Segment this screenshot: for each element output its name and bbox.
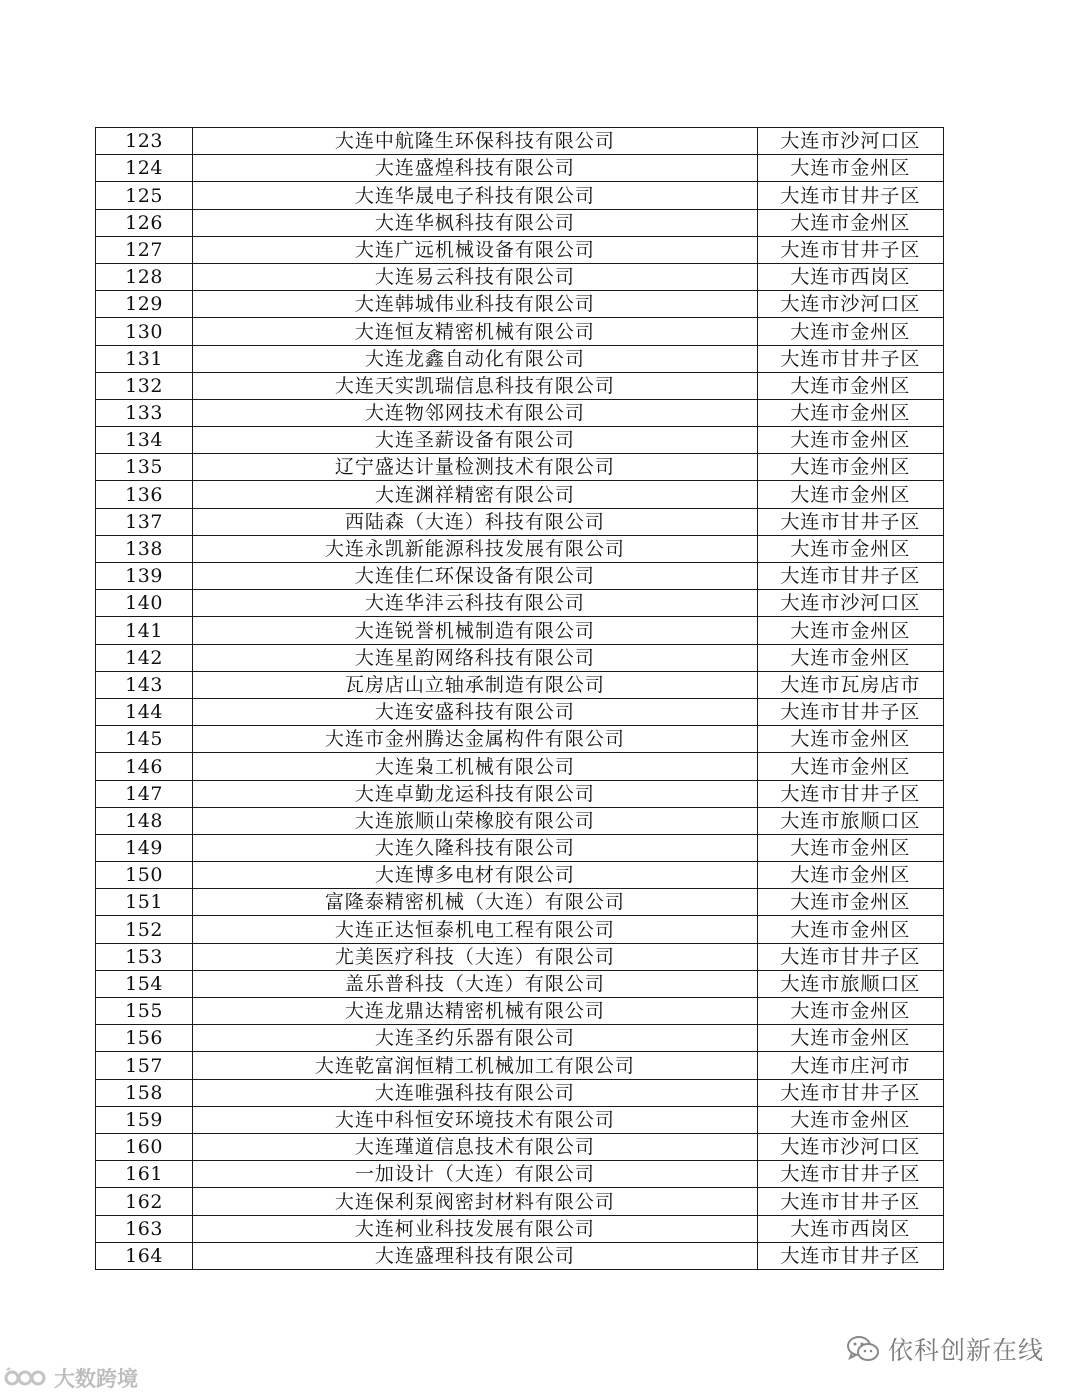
table-row [96, 590, 944, 617]
region-cell: 大连市西岗区 [757, 1215, 943, 1242]
company-name-cell: 尤美医疗科技（大连）有限公司 [193, 943, 758, 970]
company-name-cell: 一加设计（大连）有限公司 [193, 1161, 758, 1188]
row-number-cell: 154 [96, 970, 193, 997]
region-cell: 大连市金州区 [757, 753, 943, 780]
row-number-cell: 153 [96, 943, 193, 970]
row-number-cell: 141 [96, 617, 193, 644]
region-cell: 大连市沙河口区 [757, 1133, 943, 1160]
company-name-cell: 大连华枫科技有限公司 [193, 209, 758, 236]
table-row [96, 155, 944, 182]
company-name-cell: 辽宁盛达计量检测技术有限公司 [193, 454, 758, 481]
region-cell: 大连市金州区 [757, 399, 943, 426]
region-cell: 大连市甘井子区 [757, 563, 943, 590]
table-row [96, 563, 944, 590]
table-row [96, 291, 944, 318]
company-name-cell: 大连旅顺山荣橡胶有限公司 [193, 807, 758, 834]
company-name-cell: 大连渊祥精密有限公司 [193, 481, 758, 508]
wechat-watermark [846, 1331, 1044, 1367]
wechat-icon [846, 1334, 880, 1364]
table-row [96, 970, 944, 997]
company-name-cell: 大连市金州腾达金属构件有限公司 [193, 726, 758, 753]
site-watermark [4, 1363, 138, 1393]
table-row [96, 780, 944, 807]
table-row [96, 1133, 944, 1160]
company-name-cell: 大连正达恒泰机电工程有限公司 [193, 916, 758, 943]
table-row [96, 1242, 944, 1269]
row-number-cell: 130 [96, 318, 193, 345]
row-number-cell: 145 [96, 726, 193, 753]
row-number-cell: 160 [96, 1133, 193, 1160]
region-cell: 大连市金州区 [757, 427, 943, 454]
table-row [96, 1215, 944, 1242]
company-name-cell: 大连锐誉机械制造有限公司 [193, 617, 758, 644]
company-name-cell: 大连华晟电子科技有限公司 [193, 182, 758, 209]
wechat-watermark-text: 依科创新在线 [887, 1336, 1044, 1365]
table-row [96, 399, 944, 426]
region-cell: 大连市沙河口区 [757, 590, 943, 617]
region-cell: 大连市金州区 [757, 535, 943, 562]
company-name-cell: 大连安盛科技有限公司 [193, 698, 758, 725]
row-number-cell: 149 [96, 834, 193, 861]
row-number-cell: 148 [96, 807, 193, 834]
row-number-cell: 138 [96, 535, 193, 562]
company-name-cell: 大连盛理科技有限公司 [193, 1242, 758, 1269]
region-cell: 大连市金州区 [757, 889, 943, 916]
company-name-cell: 大连久隆科技有限公司 [193, 834, 758, 861]
table-row [96, 862, 944, 889]
table-row [96, 372, 944, 399]
region-cell: 大连市甘井子区 [757, 1242, 943, 1269]
table-row [96, 209, 944, 236]
row-number-cell: 163 [96, 1215, 193, 1242]
row-number-cell: 123 [96, 128, 193, 155]
row-number-cell: 156 [96, 1025, 193, 1052]
region-cell: 大连市金州区 [757, 481, 943, 508]
company-name-cell: 大连博多电材有限公司 [193, 862, 758, 889]
region-cell: 大连市沙河口区 [757, 291, 943, 318]
table-row [96, 753, 944, 780]
row-number-cell: 129 [96, 291, 193, 318]
region-cell: 大连市甘井子区 [757, 508, 943, 535]
row-number-cell: 127 [96, 236, 193, 263]
table-row [96, 535, 944, 562]
company-table [95, 127, 944, 1270]
company-name-cell: 大连卓勤龙运科技有限公司 [193, 780, 758, 807]
region-cell: 大连市金州区 [757, 726, 943, 753]
region-cell: 大连市沙河口区 [757, 128, 943, 155]
row-number-cell: 146 [96, 753, 193, 780]
table-row [96, 318, 944, 345]
row-number-cell: 143 [96, 671, 193, 698]
region-cell: 大连市甘井子区 [757, 1161, 943, 1188]
table-row [96, 617, 944, 644]
row-number-cell: 142 [96, 644, 193, 671]
table-row [96, 1161, 944, 1188]
company-name-cell: 大连天实凯瑞信息科技有限公司 [193, 372, 758, 399]
table-row [96, 807, 944, 834]
region-cell: 大连市金州区 [757, 318, 943, 345]
region-cell: 大连市金州区 [757, 372, 943, 399]
row-number-cell: 155 [96, 998, 193, 1025]
row-number-cell: 139 [96, 563, 193, 590]
company-name-cell: 大连易云科技有限公司 [193, 263, 758, 290]
row-number-cell: 157 [96, 1052, 193, 1079]
table-row [96, 889, 944, 916]
row-number-cell: 152 [96, 916, 193, 943]
row-number-cell: 134 [96, 427, 193, 454]
row-number-cell: 150 [96, 862, 193, 889]
table-row [96, 345, 944, 372]
region-cell: 大连市旅顺口区 [757, 807, 943, 834]
company-name-cell: 大连恒友精密机械有限公司 [193, 318, 758, 345]
region-cell: 大连市甘井子区 [757, 698, 943, 725]
region-cell: 大连市甘井子区 [757, 1079, 943, 1106]
region-cell: 大连市金州区 [757, 834, 943, 861]
company-name-cell: 大连星韵网络科技有限公司 [193, 644, 758, 671]
table-row [96, 1052, 944, 1079]
region-cell: 大连市旅顺口区 [757, 970, 943, 997]
region-cell: 大连市金州区 [757, 209, 943, 236]
company-name-cell: 大连圣薪设备有限公司 [193, 427, 758, 454]
company-name-cell: 大连中航隆生环保科技有限公司 [193, 128, 758, 155]
company-name-cell: 富隆泰精密机械（大连）有限公司 [193, 889, 758, 916]
row-number-cell: 133 [96, 399, 193, 426]
region-cell: 大连市金州区 [757, 644, 943, 671]
company-name-cell: 大连柯业科技发展有限公司 [193, 1215, 758, 1242]
company-name-cell: 盖乐普科技（大连）有限公司 [193, 970, 758, 997]
table-row [96, 182, 944, 209]
row-number-cell: 162 [96, 1188, 193, 1215]
region-cell: 大连市庄河市 [757, 1052, 943, 1079]
table-row [96, 943, 944, 970]
row-number-cell: 144 [96, 698, 193, 725]
region-cell: 大连市金州区 [757, 1106, 943, 1133]
company-name-cell: 大连物邻网技术有限公司 [193, 399, 758, 426]
row-number-cell: 132 [96, 372, 193, 399]
company-name-cell: 大连永凯新能源科技发展有限公司 [193, 535, 758, 562]
row-number-cell: 128 [96, 263, 193, 290]
region-cell: 大连市金州区 [757, 1025, 943, 1052]
row-number-cell: 135 [96, 454, 193, 481]
site-logo-icon [4, 1366, 50, 1390]
row-number-cell: 164 [96, 1242, 193, 1269]
table-row [96, 671, 944, 698]
company-name-cell: 大连保利泵阀密封材料有限公司 [193, 1188, 758, 1215]
region-cell: 大连市金州区 [757, 916, 943, 943]
table-row [96, 1106, 944, 1133]
row-number-cell: 125 [96, 182, 193, 209]
table-row [96, 698, 944, 725]
table-row [96, 236, 944, 263]
company-name-cell: 大连广远机械设备有限公司 [193, 236, 758, 263]
row-number-cell: 159 [96, 1106, 193, 1133]
table-row [96, 263, 944, 290]
company-name-cell: 大连龙鼎达精密机械有限公司 [193, 998, 758, 1025]
row-number-cell: 161 [96, 1161, 193, 1188]
row-number-cell: 147 [96, 780, 193, 807]
table-row [96, 834, 944, 861]
table-row [96, 1025, 944, 1052]
table-row [96, 1188, 944, 1215]
table-row [96, 481, 944, 508]
region-cell: 大连市甘井子区 [757, 1188, 943, 1215]
company-name-cell: 大连瑾道信息技术有限公司 [193, 1133, 758, 1160]
row-number-cell: 137 [96, 508, 193, 535]
region-cell: 大连市甘井子区 [757, 345, 943, 372]
table-row [96, 508, 944, 535]
company-name-cell: 大连圣约乐器有限公司 [193, 1025, 758, 1052]
table-row [96, 128, 944, 155]
region-cell: 大连市金州区 [757, 862, 943, 889]
company-table-body [96, 128, 944, 1270]
table-row [96, 916, 944, 943]
region-cell: 大连市金州区 [757, 454, 943, 481]
row-number-cell: 136 [96, 481, 193, 508]
company-name-cell: 大连韩城伟业科技有限公司 [193, 291, 758, 318]
company-name-cell: 大连乾富润恒精工机械加工有限公司 [193, 1052, 758, 1079]
row-number-cell: 151 [96, 889, 193, 916]
company-name-cell: 大连枭工机械有限公司 [193, 753, 758, 780]
table-row [96, 427, 944, 454]
table-row [96, 726, 944, 753]
row-number-cell: 126 [96, 209, 193, 236]
row-number-cell: 131 [96, 345, 193, 372]
region-cell: 大连市金州区 [757, 998, 943, 1025]
region-cell: 大连市甘井子区 [757, 182, 943, 209]
region-cell: 大连市金州区 [757, 155, 943, 182]
company-name-cell: 大连盛煌科技有限公司 [193, 155, 758, 182]
company-name-cell: 大连唯强科技有限公司 [193, 1079, 758, 1106]
table-row [96, 454, 944, 481]
company-name-cell: 大连中科恒安环境技术有限公司 [193, 1106, 758, 1133]
row-number-cell: 124 [96, 155, 193, 182]
company-name-cell: 大连华沣云科技有限公司 [193, 590, 758, 617]
region-cell: 大连市甘井子区 [757, 780, 943, 807]
row-number-cell: 158 [96, 1079, 193, 1106]
region-cell: 大连市瓦房店市 [757, 671, 943, 698]
region-cell: 大连市金州区 [757, 617, 943, 644]
region-cell: 大连市甘井子区 [757, 236, 943, 263]
site-watermark-text: 大数跨境 [54, 1367, 138, 1391]
table-row [96, 998, 944, 1025]
table-row [96, 644, 944, 671]
region-cell: 大连市甘井子区 [757, 943, 943, 970]
region-cell: 大连市西岗区 [757, 263, 943, 290]
company-name-cell: 西陆森（大连）科技有限公司 [193, 508, 758, 535]
table-row [96, 1079, 944, 1106]
company-name-cell: 大连佳仁环保设备有限公司 [193, 563, 758, 590]
company-name-cell: 瓦房店山立轴承制造有限公司 [193, 671, 758, 698]
row-number-cell: 140 [96, 590, 193, 617]
company-name-cell: 大连龙鑫自动化有限公司 [193, 345, 758, 372]
